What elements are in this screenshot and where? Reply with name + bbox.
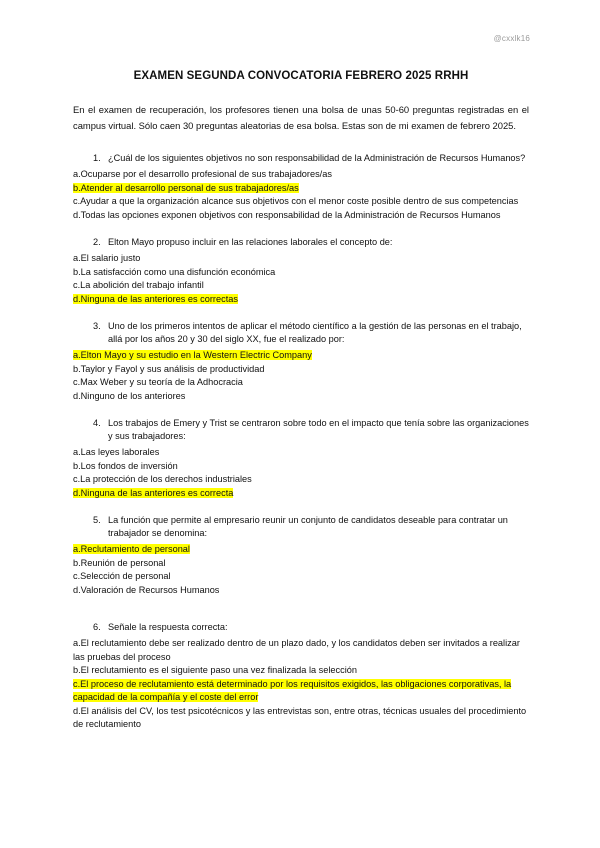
answer-option [73,446,529,460]
option-text: d.Todas las opciones exponen objetivos con responsabilidad de la Administración de Recursos Humanos [73,209,501,220]
option-text: a.Elton Mayo y su estudio en la Western Electric Company [73,350,312,360]
answer-option [73,266,529,280]
question-text: La función que permite al empresario reunir un conjunto de candidatos deseable para contratar un trabajador se denomina: [108,515,508,538]
question-number: 3. [93,321,101,331]
option-text: a.El salario justo [73,253,141,263]
answer-option [73,557,529,571]
answer-option-correct [73,293,529,307]
option-text: c.La protección de los derechos industriales [73,474,252,484]
option-text: d.El análisis del CV, los test psicotécnicos y las entrevistas son, entre otras, técnicas usuales del procedimiento de reclutamiento [73,705,527,729]
question-1 [73,152,529,222]
option-text: a.Reclutamiento de personal [73,544,190,554]
option-text: c.La abolición del trabajo infantil [73,280,204,290]
option-text: a.El reclutamiento debe ser realizado dentro de un plazo dado, y los candidatos deben ser invitados a realizar las pruebas del proceso [73,638,520,662]
option-text: a.Las leyes laborales [73,447,160,457]
answer-option [73,168,529,182]
answer-option [73,252,529,266]
question-stem [93,514,529,540]
question-text: Los trabajos de Emery y Trist se centraron sobre todo en el impacto que tenía sobre las organizaciones y sus trabajadores: [108,418,529,441]
answer-option [73,570,529,584]
option-text: b.Atender al desarrollo personal de sus trabajadores/as [73,182,299,193]
question-stem [93,152,529,165]
question-6 [73,621,529,732]
question-number: 4. [93,418,101,428]
watermark: @cxxlk16 [493,34,530,43]
answer-option [73,209,529,223]
document-title: EXAMEN SEGUNDA CONVOCATORIA FEBRERO 2025 RRHH [133,70,469,82]
question-text: ¿Cuál de los siguientes objetivos no son responsabilidad de la Administración de Recursos Humanos? [108,153,526,163]
question-stem [93,621,529,634]
option-text: c.Max Weber y su teoría de la Adhocracia [73,377,243,387]
option-text: b.Los fondos de inversión [73,460,178,471]
option-text: a.Ocuparse por el desarrollo profesional de sus trabajadores/as [73,169,332,179]
question-text: Elton Mayo propuso incluir en las relaciones laborales el concepto de: [108,237,393,247]
question-number: 6. [93,622,101,632]
question-2 [73,236,529,306]
answer-option-correct [73,349,529,363]
answer-option [73,664,529,678]
option-text: c.Ayudar a que la organización alcance sus objetivos con el menor coste posible dentro de sus competencias [73,196,519,206]
question-text: Uno de los primeros intentos de aplicar el método científico a la gestión de las personas en el trabajo, allá por los años 20 y 30 del siglo XX, fue el realizado por: [108,321,522,344]
answer-option [73,363,529,377]
question-4 [73,417,529,500]
question-stem [93,320,529,346]
option-text: b.El reclutamiento es el siguiente paso una vez finalizada la selección [73,665,357,675]
answer-option [73,390,529,404]
option-text: d.Ninguna de las anteriores es correcta [73,487,234,498]
question-5 [73,514,529,597]
answer-option-correct [73,487,529,501]
answer-option [73,473,529,487]
option-text: b.Reunión de personal [73,557,166,568]
answer-option [73,460,529,474]
option-text: d.Ninguna de las anteriores es correctas [73,293,238,304]
answer-option-correct [73,543,529,557]
question-number: 1. [93,153,101,163]
answer-option [73,705,529,732]
intro-paragraph: En el examen de recuperación, los profesores tienen una bolsa de unas 50-60 preguntas registradas en el campus virtual. Sólo caen 30 preguntas aleatorias de esa bolsa. Estas son de mi examen de febrero 2025. [73,104,529,131]
question-stem [93,236,529,249]
answer-option [73,584,529,598]
question-stem [93,417,529,443]
answer-option [73,279,529,293]
question-3 [73,320,529,403]
option-text: d.Ninguno de los anteriores [73,390,186,401]
option-text: c.El proceso de reclutamiento está determinado por los requisitos exigidos, las obligaciones corporativas, la capacidad de la compañía y el coste del error [73,678,512,702]
answer-option-correct [73,678,529,705]
option-text: b.La satisfacción como una disfunción económica [73,266,276,277]
option-text: b.Taylor y Fayol y sus análisis de productividad [73,363,265,374]
question-text: Señale la respuesta correcta: [108,622,228,632]
question-list [73,152,529,732]
answer-option [73,637,529,664]
answer-option-correct [73,182,529,196]
document-page [73,70,529,746]
option-text: d.Valoración de Recursos Humanos [73,584,220,595]
question-number: 5. [93,515,101,525]
question-number: 2. [93,237,101,247]
answer-option [73,195,529,209]
option-text: c.Selección de personal [73,571,171,581]
answer-option [73,376,529,390]
